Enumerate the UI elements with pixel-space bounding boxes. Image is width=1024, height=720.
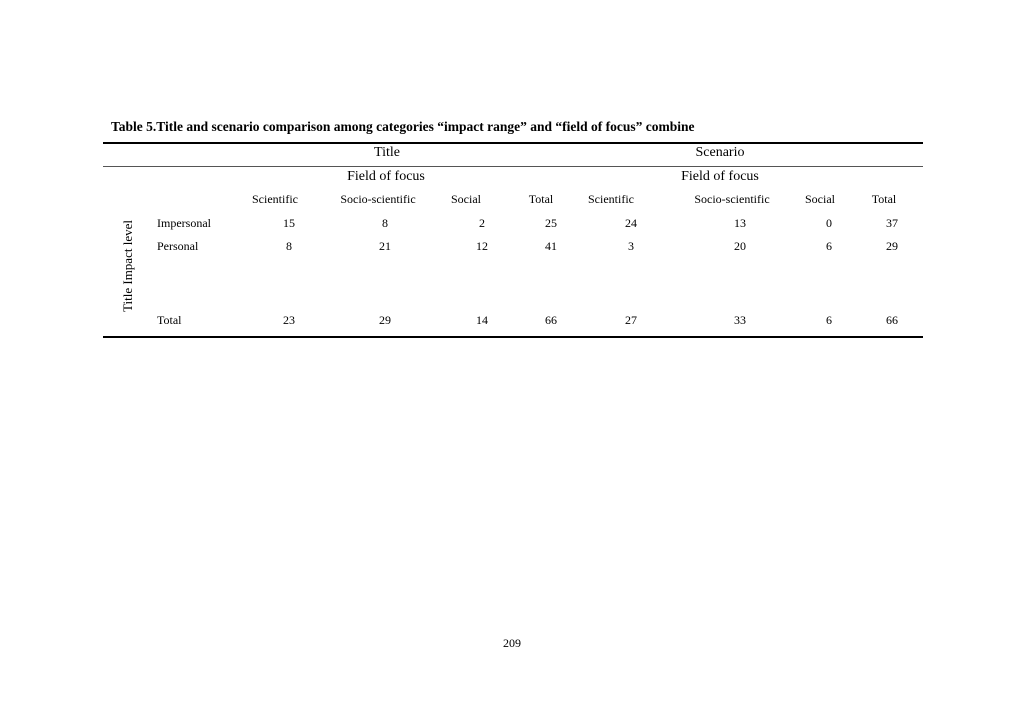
field-of-focus-title: Field of focus <box>347 169 425 184</box>
group-header-title: Title <box>374 145 400 160</box>
table-cell: 0 <box>826 216 832 230</box>
table-cell: 6 <box>826 313 832 327</box>
column-header: Scientific <box>588 192 634 206</box>
table-cell: 29 <box>379 313 391 327</box>
row-axis-label: Title Impact level <box>120 220 135 312</box>
table-cell: 41 <box>545 239 557 253</box>
table-cell: 12 <box>476 239 488 253</box>
table-cell: 66 <box>545 313 557 327</box>
page-number: 209 <box>503 636 521 650</box>
column-header: Socio-scientific <box>694 192 770 206</box>
column-header: Total <box>528 192 554 206</box>
row-label: Personal <box>157 239 199 253</box>
column-header: Scientific <box>252 192 298 206</box>
column-header: Social <box>805 192 835 206</box>
table-cell: 2 <box>479 216 485 230</box>
table-cell: 15 <box>283 216 295 230</box>
table-caption: Table 5.Title and scenario comparison among categories “impact range” and “field of focus” combine <box>111 119 695 134</box>
table-top-rule <box>103 142 923 144</box>
table-cell: 23 <box>283 313 295 327</box>
table-cell: 29 <box>886 239 898 253</box>
table-cell: 3 <box>628 239 634 253</box>
row-label: Total <box>157 313 182 327</box>
table-cell: 13 <box>734 216 746 230</box>
table-cell: 66 <box>886 313 898 327</box>
table-cell: 37 <box>886 216 898 230</box>
group-divider-rule <box>103 166 923 167</box>
table-cell: 20 <box>734 239 746 253</box>
table-cell: 14 <box>476 313 488 327</box>
column-header: Total <box>871 192 897 206</box>
table-cell: 33 <box>734 313 746 327</box>
group-header-scenario: Scenario <box>695 145 745 160</box>
table-cell: 24 <box>625 216 637 230</box>
table-cell: 27 <box>625 313 637 327</box>
row-label: Impersonal <box>157 216 211 230</box>
table-cell: 25 <box>545 216 557 230</box>
table-cell: 6 <box>826 239 832 253</box>
table-cell: 8 <box>286 239 292 253</box>
table-bottom-rule <box>103 336 923 338</box>
column-header: Social <box>451 192 481 206</box>
field-of-focus-scenario: Field of focus <box>681 169 759 184</box>
table-cell: 21 <box>379 239 391 253</box>
table-cell: 8 <box>382 216 388 230</box>
column-header: Socio-scientific <box>340 192 416 206</box>
